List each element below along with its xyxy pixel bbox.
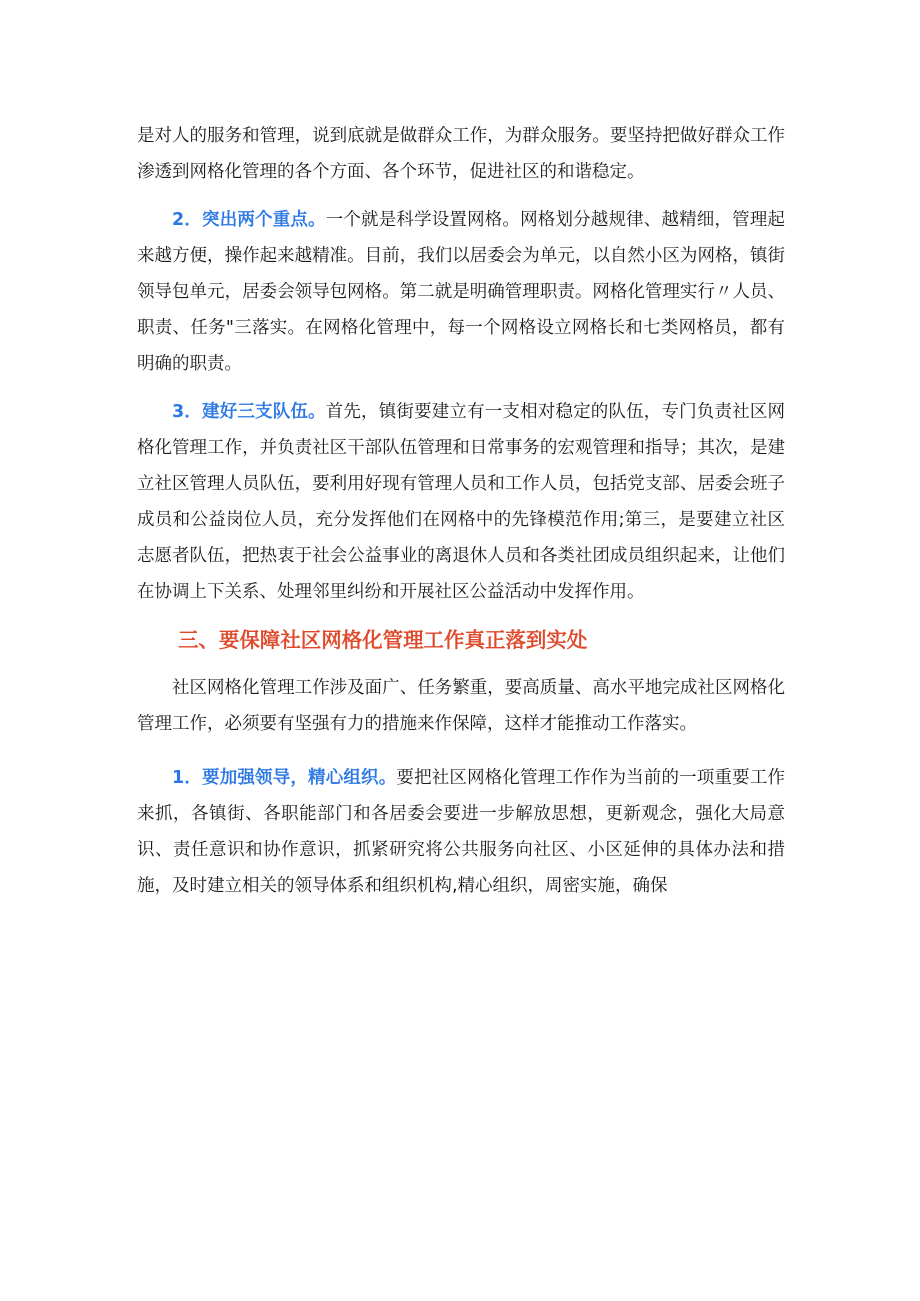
paragraph-two-key-points bbox=[137, 202, 785, 382]
paragraph-continuation bbox=[137, 118, 785, 190]
paragraph-lead: 2．突出两个重点。 bbox=[172, 210, 326, 230]
section-heading: 三、要保障社区网格化管理工作真正落到实处 bbox=[177, 628, 588, 652]
paragraph-lead: 3．建好三支队伍。 bbox=[172, 402, 326, 422]
paragraph-text: 社区网格化管理工作涉及面广、任务繁重，要高质量、高水平地完成社区网格化管理工作，必须要有坚强有力的措施来作保障，这样才能推动工作落实。 bbox=[137, 678, 785, 734]
paragraph-lead: 1．要加强领导，精心组织。 bbox=[172, 768, 397, 788]
paragraph-text: 要把社区网格化管理工作作为当前的一项重要工作来抓，各镇街、各职能部门和各居委会要进一步解放思想，更新观念，强化大局意识、责任意识和协作意识，抓紧研究将公共服务向社区、小区延伸的具体办法和措施，及时建立相关的领导体系和组织机构,精心组织，周密实施，确保 bbox=[137, 768, 785, 896]
paragraph-section-intro bbox=[137, 670, 785, 742]
paragraph-leadership bbox=[137, 760, 785, 904]
paragraph-text: 首先，镇街要建立有一支相对稳定的队伍，专门负责社区网格化管理工作，并负责社区干部队伍管理和日常事务的宏观管理和指导；其次，是建立社区管理人员队伍，要利用好现有管理人员和工作人员，包括党支部、居委会班子成员和公益岗位人员，充分发挥他们在网格中的先锋模范作用;第三，是要建立社区志愿者队伍，把热衷于社会公益事业的离退休人员和各类社团成员组织起来，让他们在协调上下关系、处理邻里纠纷和开展社区公益活动中发挥作用。 bbox=[137, 402, 785, 602]
document-body bbox=[137, 118, 785, 904]
paragraph-text: 一个就是科学设置网格。网格划分越规律、越精细，管理起来越方便，操作起来越精准。目前，我们以居委会为单元，以自然小区为网格，镇街领导包单元，居委会领导包网格。第二就是明确管理职责。网格化管理实行〃人员、职责、任务"三落实。在网格化管理中，每一个网格设立网格长和七类网格员，都有明确的职责。 bbox=[137, 210, 785, 374]
paragraph-text: 是对人的服务和管理，说到底就是做群众工作，为群众服务。要坚持把做好群众工作渗透到网格化管理的各个方面、各个环节，促进社区的和谐稳定。 bbox=[137, 126, 785, 182]
paragraph-three-teams bbox=[137, 394, 785, 610]
